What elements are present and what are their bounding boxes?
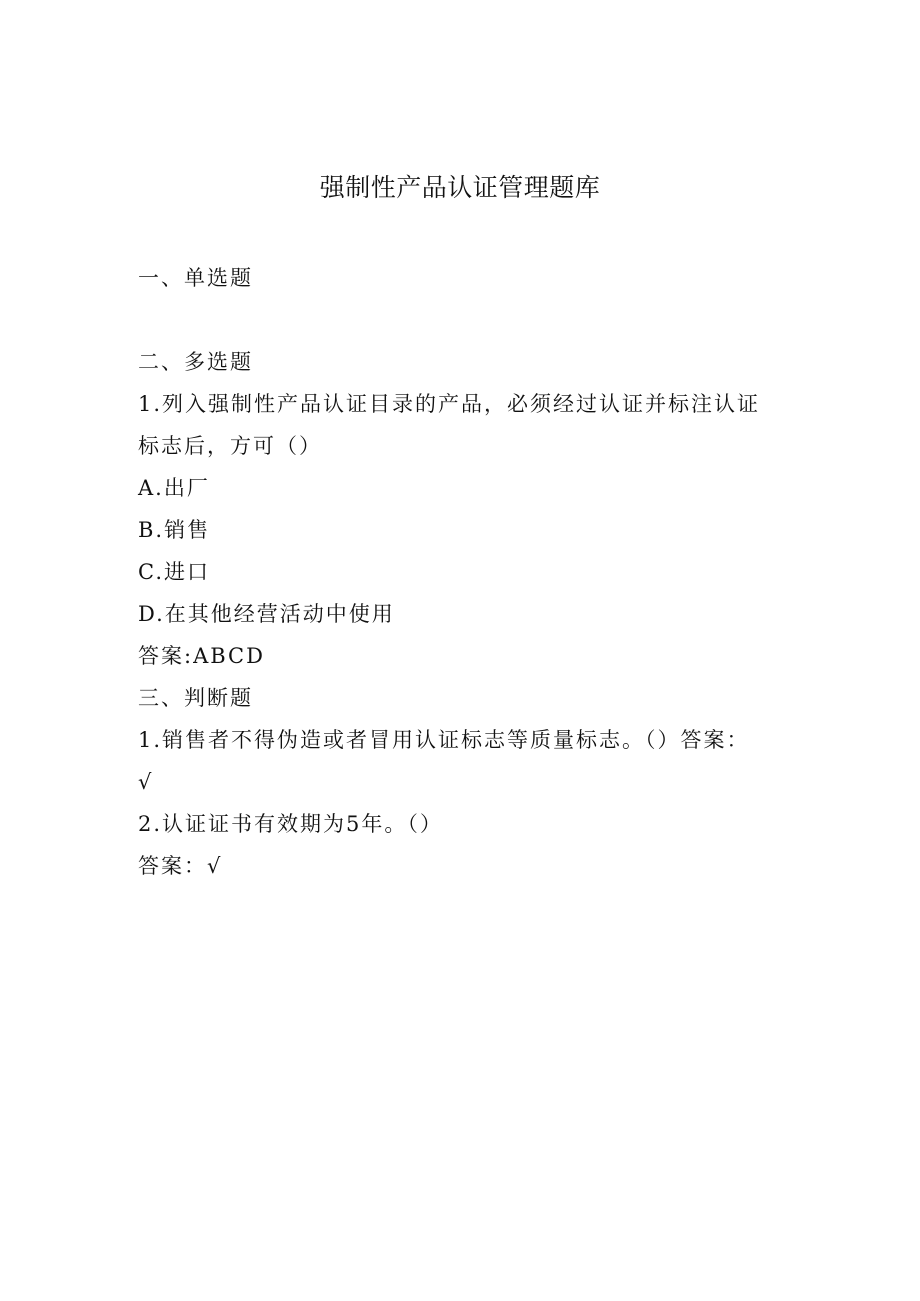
true-false-answer-2: 答案：√: [138, 854, 223, 878]
option-c: C.进口: [138, 560, 210, 584]
blank-spacer: [138, 299, 778, 341]
option-d: D.在其他经营活动中使用: [138, 602, 395, 626]
true-false-question-1: 1.销售者不得伪造或者冒用认证标志等质量标志。（）答案：: [138, 728, 750, 752]
document-title: 强制性产品认证管理题库: [319, 173, 601, 202]
answer: 答案:ABCD: [138, 644, 265, 668]
true-false-answer-1: √: [138, 770, 154, 794]
section-heading-single-choice: 一、单选题: [138, 266, 253, 290]
true-false-question-2: 2.认证证书有效期为5年。（）: [138, 812, 443, 836]
section-heading-multiple-choice: 二、多选题: [138, 350, 253, 374]
question-stem: 1.列入强制性产品认证目录的产品，必须经过认证并标注认证: [138, 392, 761, 416]
question-stem-continuation: 标志后，方可（）: [138, 434, 322, 458]
option-b: B.销售: [138, 518, 211, 542]
document-body: [138, 257, 778, 887]
option-a: A.出厂: [138, 476, 210, 500]
section-heading-true-false: 三、判断题: [138, 686, 253, 710]
